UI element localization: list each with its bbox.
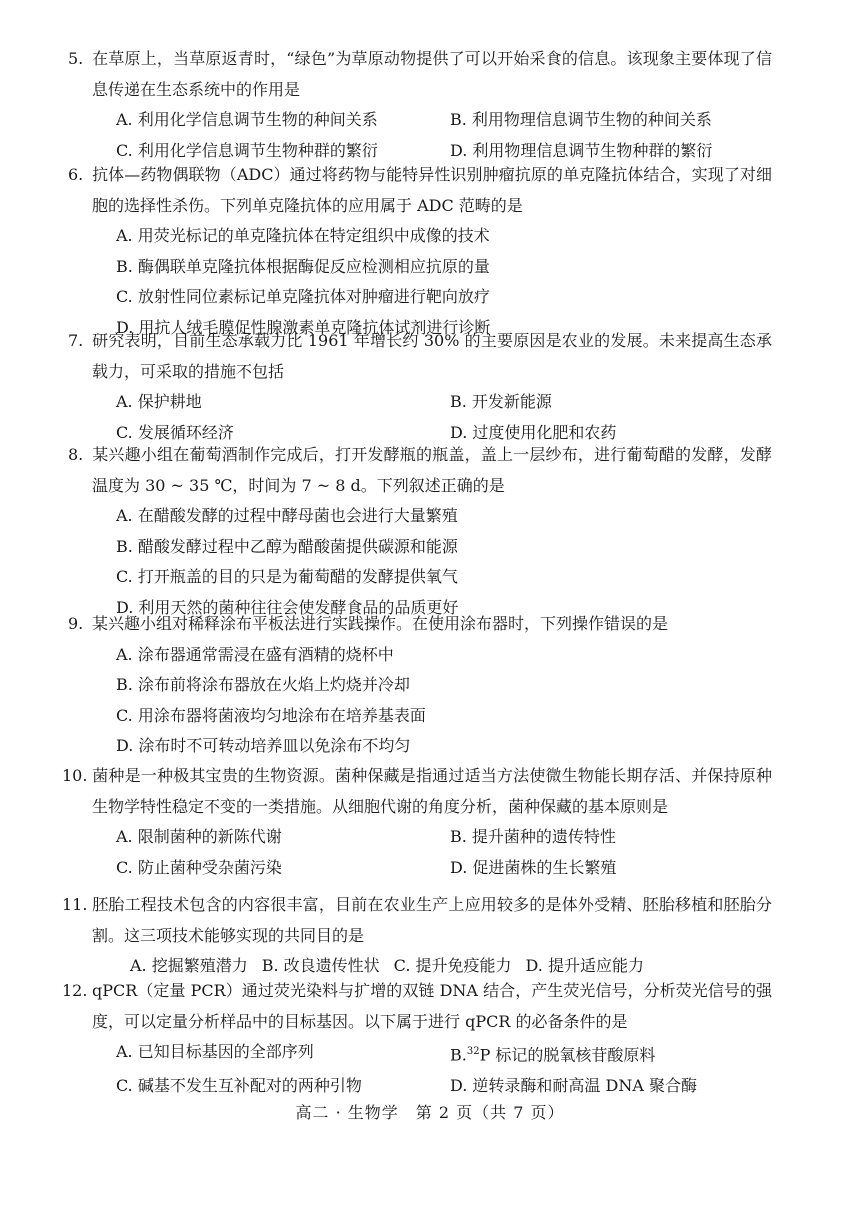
question-text: 胚胎工程技术包含的内容很丰富，目前在农业生产上应用较多的是体外受精、胚胎移植和胚胎分割。这三项技术能够实现的共同目的是 (92, 895, 772, 945)
question-number: 10. (62, 766, 88, 785)
option-b: B. 开发新能源 (450, 392, 552, 411)
question-number: 7. (68, 331, 84, 350)
option-b: B. 改良遗传性状 (261, 956, 380, 975)
option-a: A. 限制菌种的新陈代谢 (116, 827, 282, 846)
question-text: 抗体—药物偶联物（ADC）通过将药物与能特异性识别肿瘤抗原的单克隆抗体结合，实现了对细胞的选择性杀伤。下列单克隆抗体的应用属于 ADC 范畴的是 (92, 165, 772, 215)
question-text: 研究表明，目前生态承载力比 1961 年增长约 30% 的主要原因是农业的发展。未来提高生态承载力，可采取的措施不包括 (92, 331, 772, 381)
question-number: 5. (68, 49, 84, 68)
option-b-label: B. (450, 1045, 467, 1065)
option-d: D. 逆转录酶和耐高温 DNA 聚合酶 (450, 1075, 697, 1095)
option-b: B. 提升菌种的遗传特性 (450, 827, 616, 846)
question-number: 6. (68, 165, 84, 184)
option-b: B. 涂布前将涂布器放在火焰上灼烧并冷却 (116, 675, 410, 694)
question-11 (62, 890, 772, 982)
question-number: 12. (62, 981, 88, 1000)
question-6 (68, 160, 772, 343)
question-9 (68, 609, 772, 762)
options (116, 640, 772, 762)
question-stem (68, 160, 772, 221)
question-10 (62, 761, 772, 883)
option-c: C. 放射性同位素标记单克隆抗体对肿瘤进行靶向放疗 (116, 287, 490, 306)
option-a: A. 在醋酸发酵的过程中酵母菌也会进行大量繁殖 (116, 506, 458, 525)
question-text: 菌种是一种极其宝贵的生物资源。菌种保藏是指通过适当方法使微生物能长期存活、并保持原种生物学特性稳定不变的一类措施。从细胞代谢的角度分析，菌种保藏的基本原则是 (92, 766, 772, 816)
question-12 (62, 976, 772, 1101)
option-d: D. 过度使用化肥和农药 (450, 422, 617, 442)
options (116, 1037, 772, 1101)
options (116, 501, 772, 623)
isotope-mass-number: 32 (466, 1046, 480, 1057)
option-c: C. 用涂布器将菌液均匀地涂布在培养基表面 (116, 705, 426, 725)
option-a: A. 用荧光标记的单克隆抗体在特定组织中成像的技术 (116, 226, 490, 245)
question-stem (68, 609, 772, 640)
option-d: D. 利用物理信息调节生物种群的繁衍 (450, 140, 713, 160)
option-b (450, 1037, 790, 1071)
question-text: qPCR（定量 PCR）通过荧光染料与扩增的双链 DNA 结合，产生荧光信号，分析荧光信号的强度，可以定量分析样品中的目标基因。以下属于进行 qPCR 的必备条件的是 (92, 981, 772, 1031)
question-7 (68, 326, 772, 448)
option-a: A. 已知目标基因的全部序列 (116, 1042, 314, 1061)
question-5 (68, 44, 772, 166)
option-c: C. 碱基不发生互补配对的两种引物 (116, 1075, 362, 1095)
question-8 (68, 440, 772, 623)
question-text: 某兴趣小组在葡萄酒制作完成后，打开发酵瓶的瓶盖，盖上一层纱布，进行葡萄醋的发酵，发酵温度为 30 ~ 35 ℃，时间为 7 ~ 8 d。下列叙述正确的是 (92, 445, 772, 495)
option-b: B. 利用物理信息调节生物的种间关系 (450, 110, 712, 129)
options (116, 221, 772, 343)
question-text: 在草原上，当草原返青时，“绿色”为草原动物提供了可以开始采食的信息。该现象主要体现了信息传递在生态系统中的作用是 (92, 49, 772, 99)
option-d: D. 用抗人绒毛膜促性腺激素单克隆抗体试剂进行诊断 (116, 317, 491, 337)
options (116, 387, 772, 448)
option-c: C. 利用化学信息调节生物种群的繁衍 (116, 140, 378, 160)
option-c: C. 防止菌种受杂菌污染 (116, 857, 282, 877)
option-a: A. 涂布器通常需浸在盛有酒精的烧杯中 (116, 644, 394, 664)
options (116, 105, 772, 166)
option-d: D. 利用天然的菌种往往会使发酵食品的品质更好 (116, 597, 459, 617)
question-number: 8. (68, 445, 84, 464)
question-stem (62, 761, 772, 822)
question-stem (68, 44, 772, 105)
option-b: B. 酶偶联单克隆抗体根据酶促反应检测相应抗原的量 (116, 256, 490, 276)
option-a: A. 利用化学信息调节生物的种间关系 (116, 110, 378, 129)
question-stem (68, 440, 772, 501)
question-stem (62, 890, 772, 951)
option-d: D. 提升适应能力 (525, 956, 644, 975)
option-c: C. 打开瓶盖的目的只是为葡萄醋的发酵提供氧气 (116, 567, 458, 586)
option-b-text: P 标记的脱氧核苷酸原料 (479, 1045, 656, 1065)
option-b: B. 醋酸发酵过程中乙醇为醋酸菌提供碳源和能源 (116, 536, 458, 556)
option-d: D. 涂布时不可转动培养皿以免涂布不均匀 (116, 736, 411, 755)
option-c: C. 提升免疫能力 (393, 956, 512, 975)
question-stem (68, 326, 772, 387)
options (116, 822, 772, 883)
question-text: 某兴趣小组对稀释涂布平板法进行实践操作。在使用涂布器时，下列操作错误的是 (92, 614, 669, 633)
question-stem (62, 976, 772, 1037)
option-c: C. 发展循环经济 (116, 422, 234, 442)
question-number: 11. (62, 895, 88, 914)
option-d: D. 促进菌株的生长繁殖 (450, 857, 617, 877)
option-a: A. 挖掘繁殖潜力 (130, 956, 248, 975)
page-footer: 高二 · 生物学 第 2 页（共 7 页） (295, 1103, 565, 1122)
question-number: 9. (68, 614, 84, 633)
option-a: A. 保护耕地 (116, 392, 202, 411)
